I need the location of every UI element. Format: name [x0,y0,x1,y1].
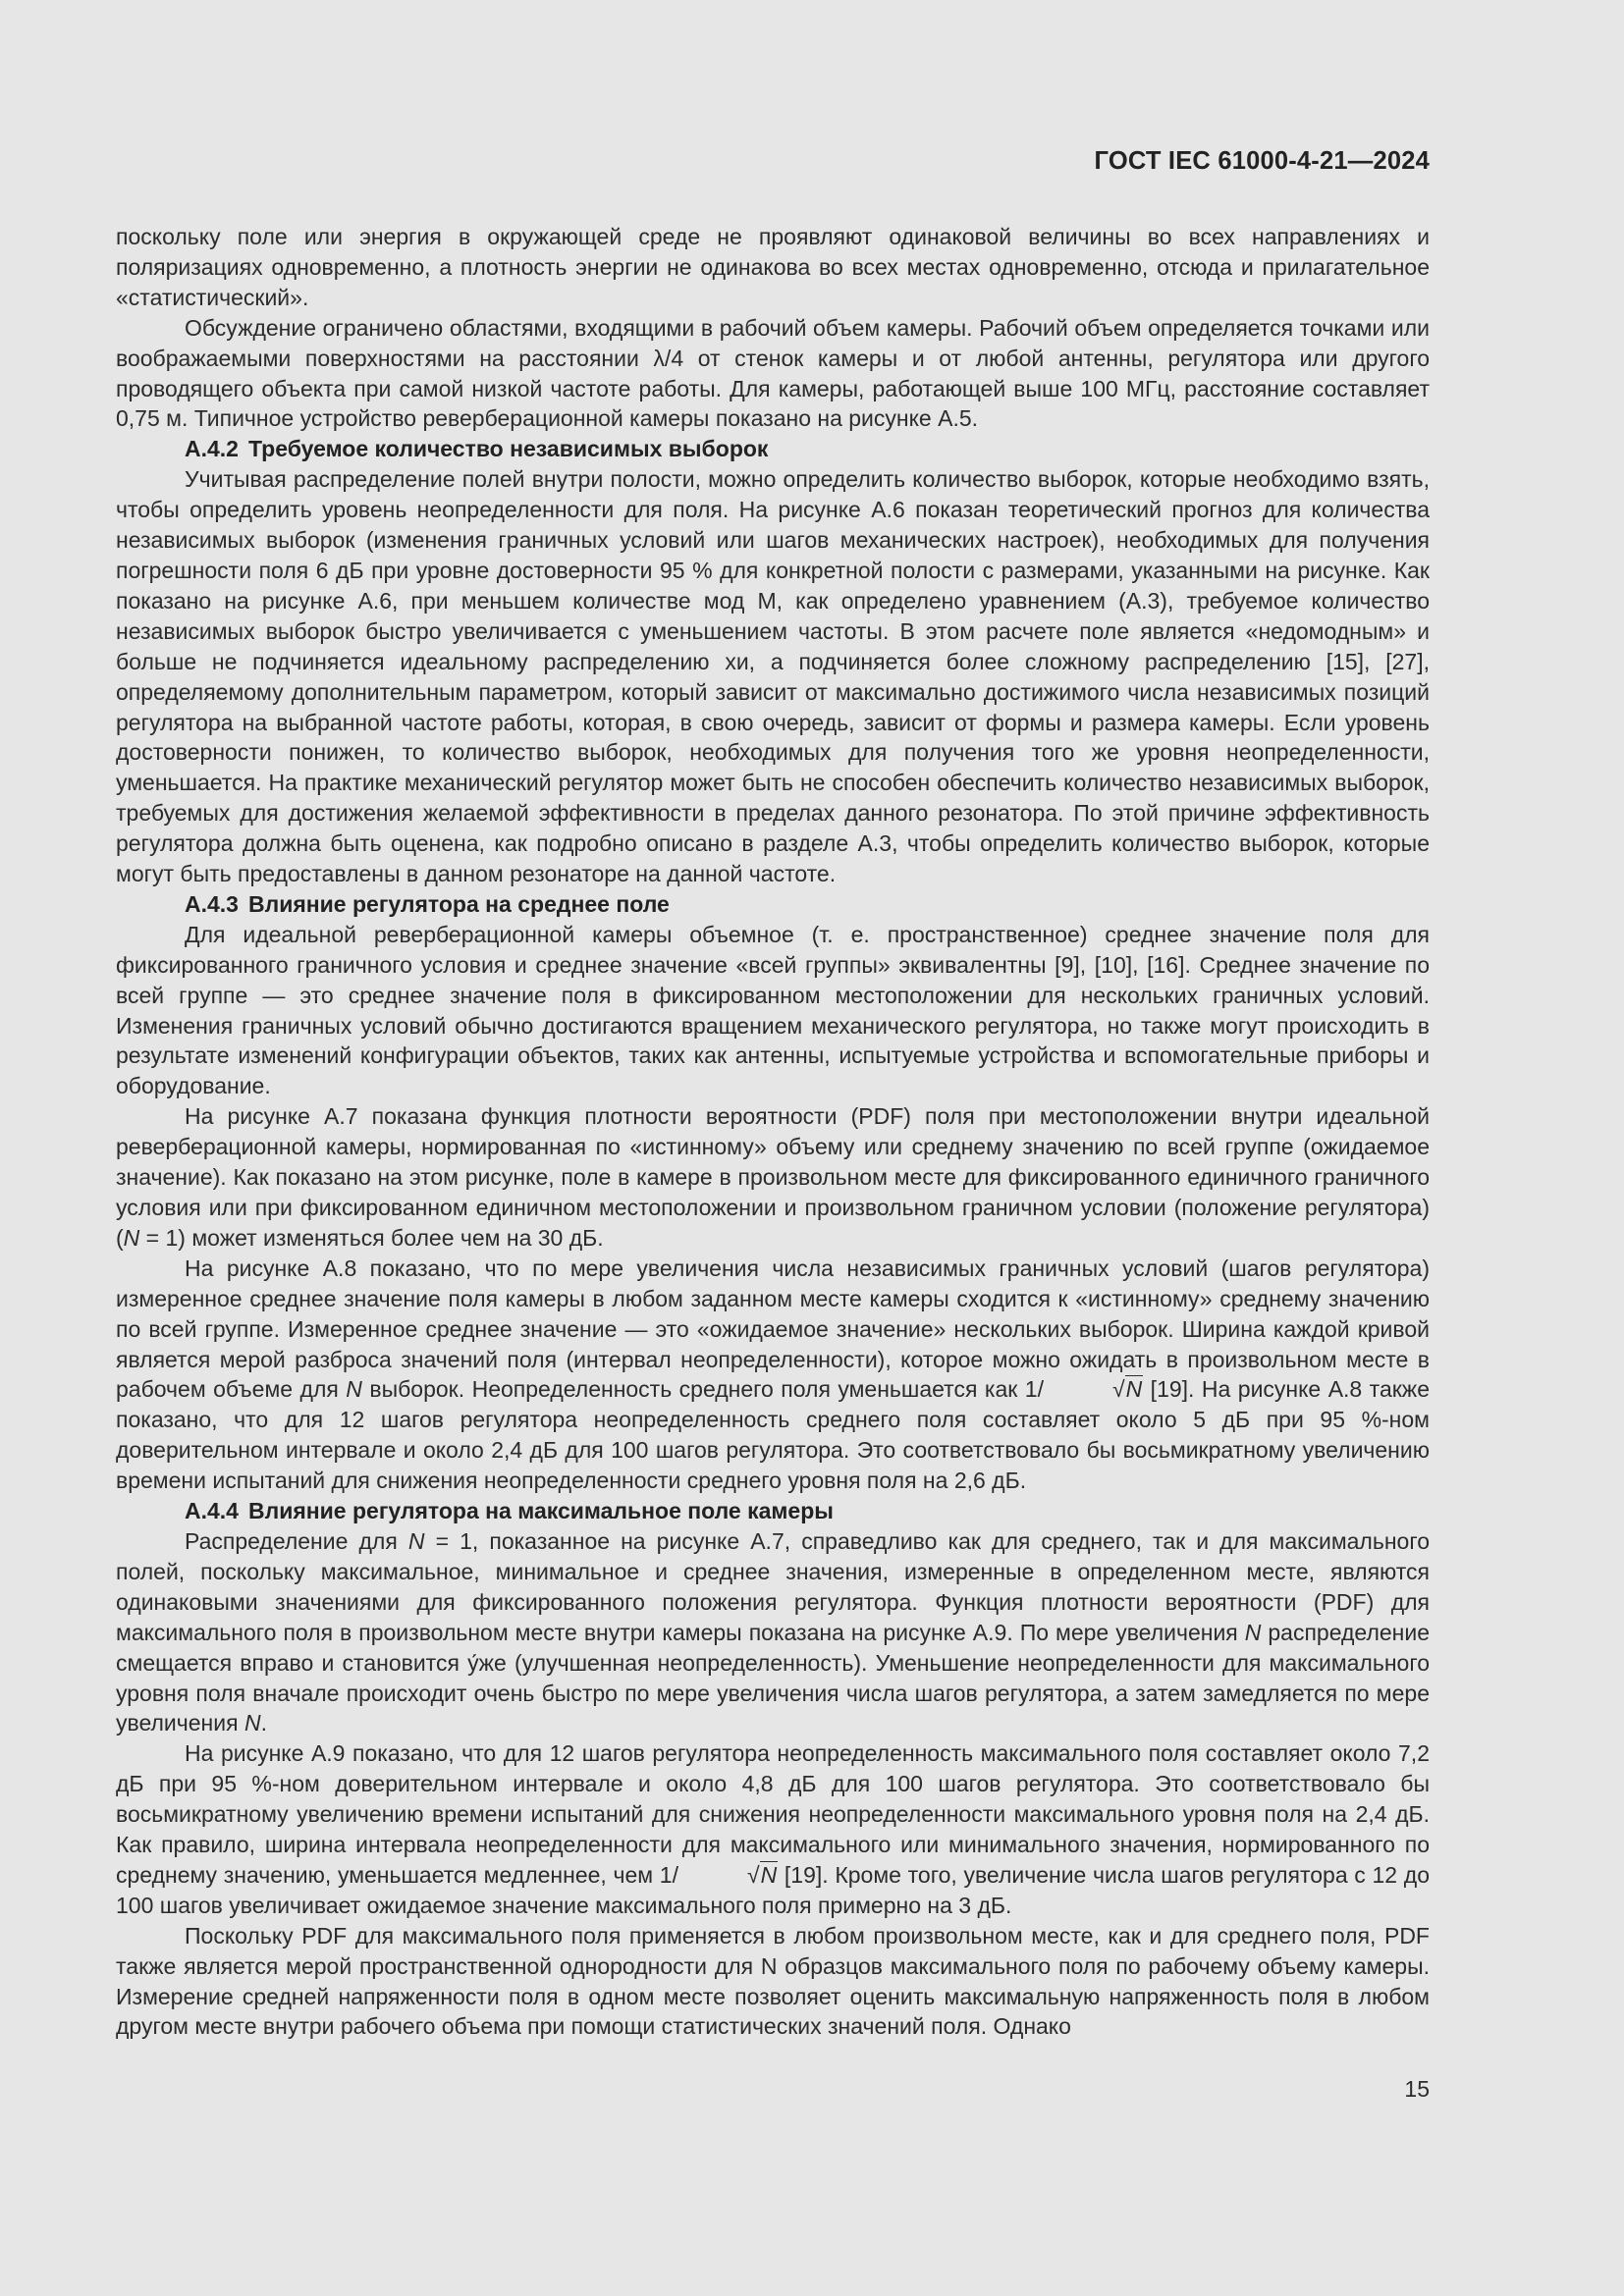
paragraph [116,1526,1430,1738]
paragraph: Для идеальной реверберационной камеры объемное (т. е. пространственное) среднее значение поля для фиксированного граничного условия и среднее значение «всей группы» эквивалентны [9], [10], [16]. Среднее значение по всей группе — это среднее значение поля в фиксированном местоположении для нескольких граничных условий. Изменения граничных условий обычно достигаются вращением механического регулятора, но также могут происходить в результате изменений конфигурации объектов, таких как антенны, испытуемые устройства и вспомогательные приборы и оборудование. [116,921,1430,1099]
paragraph [116,1738,1430,1920]
document-body [116,222,1430,2042]
section-number: А.4.2 [185,436,239,462]
sqrt-expression [678,1860,778,1891]
section-number: А.4.4 [185,1498,239,1524]
paragraph: Обсуждение ограничено областями, входящими в рабочий объем камеры. Рабочий объем определяется точками или воображаемыми поверхностями на расстоянии λ/4 от стенок камеры и от любой антенны, регулятора или другого проводящего объекта при самой низкой частоте работы. Для камеры, работающей выше 100 МГц, расстояние составляет 0,75 м. Типичное устройство реверберационной камеры показано на рисунке А.5. [116,314,1430,432]
math-variable: N [407,1527,425,1554]
paragraph: поскольку поле или энергия в окружающей среде не проявляют одинаковой величины во всех направлениях и поляризациях одновременно, а плотность энергии не одинакова во всех местах одновременно, отсюда и прилагательное «статистический». [116,224,1430,310]
radical-sign: √ [1111,1376,1125,1403]
radicand: N [760,1861,778,1888]
document-header: ГОСТ IEC 61000-4-21—2024 [1094,147,1430,175]
text-run: . [260,1710,267,1736]
text-run: Распределение для [185,1527,408,1554]
section-title: Влияние регулятора на максимальное поле камеры [247,1498,834,1524]
page-number: 15 [1404,2076,1430,2102]
text-run: распределение смещается вправо и становится у́же (улучшенная неопределенность). Уменьшение неопределенности для максимального уровня поля вначале происходит очень быстро по мере увеличения числа шагов регулятора, а затем замедляется по мере увеличения [116,1619,1431,1736]
radical-sign: √ [746,1861,760,1888]
section-heading [116,889,1430,920]
paragraph [116,1254,1430,1496]
text-run: На рисунке А.9 показано, что для 12 шагов регулятора неопределенность максимального поля составляет около 7,2 дБ при 95 %-ном доверительном интервале и около 4,8 дБ для 100 шагов регулятора. Это соответствовало бы восьмикратному увеличению времени испытаний для снижения неопределенности максимального уровня поля на 2,4 дБ. Как правило, ширина интервала неопределенности для максимального или минимального значения, нормированного по среднему значению, уменьшается медленнее, чем [116,1740,1430,1888]
math-variable: N [346,1376,362,1403]
paragraph: Учитывая распределение полей внутри полости, можно определить количество выборок, которые необходимо взять, чтобы определить уровень неопределенности для поля. На рисунке А.6 показан теоретический прогноз для количества независимых выборок (изменения граничных условий или шагов механических настроек), необходимых для получения погрешности поля 6 дБ при уровне достоверности 95 % для конкретной полости с размерами, указанными на рисунке. Как показано на рисунке А.6, при меньшем количестве мод М, как определено уравнением (А.3), требуемое количество независимых выборок быстро увеличивается с уменьшением частоты. В этом расчете поле является «недомодным» и больше не подчиняется идеальному распределению хи, а подчиняется более сложному распределению [15], [27], определяемому дополнительным параметром, который зависит от максимально достижимого числа независимых позиций регулятора на выбранной частоте работы, которая, в свою очередь, зависит от формы и размера камеры. Если уровень достоверности понижен, то количество выборок, необходимых для получения того же уровня неопределенности, уменьшается. На практике механический регулятор может быть не способен обеспечить количество независимых выборок, требуемых для достижения желаемой эффективности в пределах данного резонатора. По этой причине эффективность регулятора должна быть оценена, как подробно описано в разделе А.3, чтобы определить количество выборок, которые могут быть предоставлены в данном резонаторе на данной частоте. [116,466,1430,887]
text-run: = 1) может изменяться более чем на 30 дБ. [139,1224,604,1251]
section-title: Требуемое количество независимых выборок [247,436,769,462]
text-run: 1/ [659,1861,678,1888]
text-run: [19]. На рисунке А.8 также показано, что для 12 шагов регулятора неопределенность среднего поля составляет около 5 дБ при 95 %-ном доверительном интервале и около 2,4 дБ для 100 шагов регулятора. Это соответствовало бы восьмикратному увеличению времени испытаний для снижения неопределенности среднего уровня поля на 2,6 дБ. [116,1376,1430,1494]
text-run: 1/ [1024,1376,1044,1403]
text-run: На рисунке А.7 показана функция плотности вероятности (PDF) поля при местоположении внутри идеальной реверберационной камеры, нормированная по «истинному» объему или среднему значению по всей группе (ожидаемое значение). Как показано на этом рисунке, поле в камере в произвольном месте для фиксированного единичного граничного условия или при фиксированном единичном местоположении и произвольном граничном условии (положение регулятора) ( [116,1103,1430,1251]
radicand: N [1125,1376,1143,1403]
text-run: = 1, показанное на рисунке А.7, справедливо как для среднего, так и для максимального полей, поскольку максимальное, минимальное и среднее значения, измеренные в определенном месте, являются одинаковыми значениями для фиксированного положения регулятора. Функция плотности вероятности (PDF) для максимального поля в произвольном месте внутри камеры показана на рисунке А.9. По мере увеличения [116,1527,1431,1645]
section-heading [116,434,1430,464]
paragraph: Поскольку PDF для максимального поля применяется в любом произвольном месте, как и для среднего поля, PDF также является мерой пространственной однородности для N образцов максимального поля по рабочему объему камеры. Измерение средней напряженности поля в одном месте позволяет оценить максимальную напряженность поля в любом другом месте внутри рабочего объема при помощи статистических значений поля. Однако [116,1922,1430,2040]
section-title: Влияние регулятора на среднее поле [247,890,670,917]
section-number: А.4.3 [185,890,239,917]
text-run: На рисунке А.8 показано, что по мере увеличения числа независимых граничных условий (шагов регулятора) измеренное среднее значение поля камеры в любом заданном месте камеры сходится к «истинному» среднему значению по всей группе. Измеренное среднее значение — это «ожидаемое значение» нескольких выборок. Ширина каждой кривой является мерой разброса значений поля (интервал неопределенности), которое можно ожидать в произвольном месте в рабочем объеме для [116,1255,1430,1403]
math-variable: N [244,1710,261,1736]
math-variable: N [123,1224,140,1251]
math-variable: N [1244,1619,1262,1645]
section-heading [116,1496,1430,1526]
paragraph [116,1101,1430,1254]
text-run: [19]. Кроме того, увеличение числа шагов регулятора с 12 до 100 шагов увеличивает ожидаемое значение максимального поля примерно на 3 дБ. [116,1861,1430,1918]
text-run: выборок. Неопределенность среднего поля уменьшается как [361,1376,1025,1403]
sqrt-expression [1044,1374,1143,1405]
